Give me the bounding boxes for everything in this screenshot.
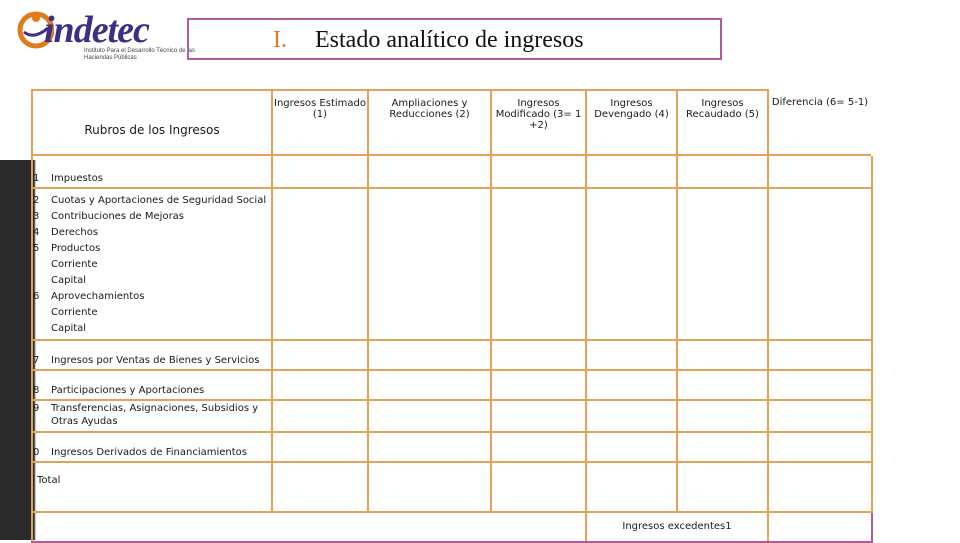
cell	[272, 400, 368, 432]
cell	[272, 462, 368, 512]
rubros-header: Rubros de los Ingresos	[84, 123, 220, 137]
row-number: 8	[33, 385, 40, 396]
row-number: 6	[33, 291, 40, 302]
row-text: Transferencias, Asignaciones, Subsidios y Otras Ayudas	[51, 403, 259, 427]
row-text: Ingresos por Ventas de Bienes y Servicios	[51, 355, 260, 366]
cell	[368, 400, 491, 432]
total-label: Total	[32, 462, 272, 512]
cell	[677, 432, 768, 462]
total-row	[32, 462, 872, 512]
cell	[768, 462, 872, 512]
row-text: Capital	[51, 275, 87, 286]
cell	[677, 462, 768, 512]
cell	[491, 400, 586, 432]
cell	[491, 155, 586, 188]
row-number: 5	[33, 243, 40, 254]
cell	[677, 340, 768, 370]
cell	[677, 155, 768, 188]
row-text: Derechos	[51, 227, 99, 238]
col-header-devengado: Ingresos Devengado (4)	[586, 90, 677, 155]
cell	[768, 432, 872, 462]
cell	[586, 340, 677, 370]
cell	[586, 155, 677, 188]
row-text: Capital	[51, 323, 87, 334]
cell	[491, 340, 586, 370]
ingresos-excedentes-label: Ingresos excedentes1	[586, 512, 768, 542]
cell	[368, 432, 491, 462]
cell	[586, 462, 677, 512]
col-header-diferencia: Diferencia (6= 5-1)	[768, 90, 872, 155]
cell	[768, 370, 872, 400]
cell	[272, 340, 368, 370]
blank-cell	[32, 512, 586, 542]
cell	[768, 512, 872, 542]
row-label-group	[32, 188, 272, 340]
indetec-logo	[14, 8, 195, 61]
cell	[272, 188, 368, 340]
table-row	[32, 400, 872, 432]
excedentes-row	[32, 512, 872, 542]
cell	[768, 155, 872, 188]
row-text: Corriente	[51, 259, 98, 270]
row-text: Corriente	[51, 307, 98, 318]
page-title: Estado analítico de ingresos	[315, 27, 584, 53]
logo-subtitle: Instituto Para el Desarrollo Técnico de las Haciendas Públicas	[84, 48, 195, 61]
cell	[368, 155, 491, 188]
table-row	[32, 432, 872, 462]
cell	[768, 188, 872, 340]
col-header-recaudado: Ingresos Recaudado (5)	[677, 90, 768, 155]
cell	[768, 340, 872, 370]
col-header-modificado: Ingresos Modificado (3= 1 +2)	[491, 90, 586, 155]
row-text: Ingresos Derivados de Financiamientos	[51, 447, 247, 458]
rubros-header-cell	[32, 90, 272, 155]
row-text: Impuestos	[51, 173, 103, 184]
cell	[677, 400, 768, 432]
cell	[368, 188, 491, 340]
row-number: 3	[33, 211, 40, 222]
row-text: Productos	[51, 243, 101, 254]
row-number: 0	[33, 447, 40, 458]
table-row	[32, 155, 872, 188]
row-label	[32, 400, 272, 432]
row-label	[32, 340, 272, 370]
row-text: Contribuciones de Mejoras	[51, 211, 185, 222]
cell	[368, 462, 491, 512]
cell	[677, 370, 768, 400]
row-label	[32, 370, 272, 400]
cell	[368, 340, 491, 370]
income-statement-table	[31, 89, 873, 543]
table-row	[32, 370, 872, 400]
table-row	[32, 340, 872, 370]
cell	[586, 400, 677, 432]
cell	[368, 370, 491, 400]
col-header-ampliaciones: Ampliaciones y Reducciones (2)	[368, 90, 491, 155]
row-text: Cuotas y Aportaciones de Seguridad Social	[51, 195, 267, 206]
cell	[491, 462, 586, 512]
row-text: Aprovechamientos	[51, 291, 145, 302]
logo-wordmark: indetec	[44, 9, 149, 51]
cell	[586, 188, 677, 340]
header-row	[32, 90, 872, 155]
cell	[586, 370, 677, 400]
cell	[491, 370, 586, 400]
col-header-estimado: Ingresos Estimado (1)	[272, 90, 368, 155]
cell	[586, 432, 677, 462]
row-text: Participaciones y Aportaciones	[51, 385, 205, 396]
row-number: 7	[33, 355, 40, 366]
cell	[272, 432, 368, 462]
cell	[272, 370, 368, 400]
cell	[677, 188, 768, 340]
row-number: 9	[33, 403, 40, 414]
cell	[491, 188, 586, 340]
cell	[491, 432, 586, 462]
cell	[272, 155, 368, 188]
row-number: 1	[33, 173, 40, 184]
row-number: 4	[33, 227, 40, 238]
row-label	[32, 432, 272, 462]
table-row	[32, 188, 872, 340]
title-roman-numeral: I.	[273, 27, 287, 53]
row-label	[32, 155, 272, 188]
row-number: 2	[33, 195, 40, 206]
cell	[768, 400, 872, 432]
